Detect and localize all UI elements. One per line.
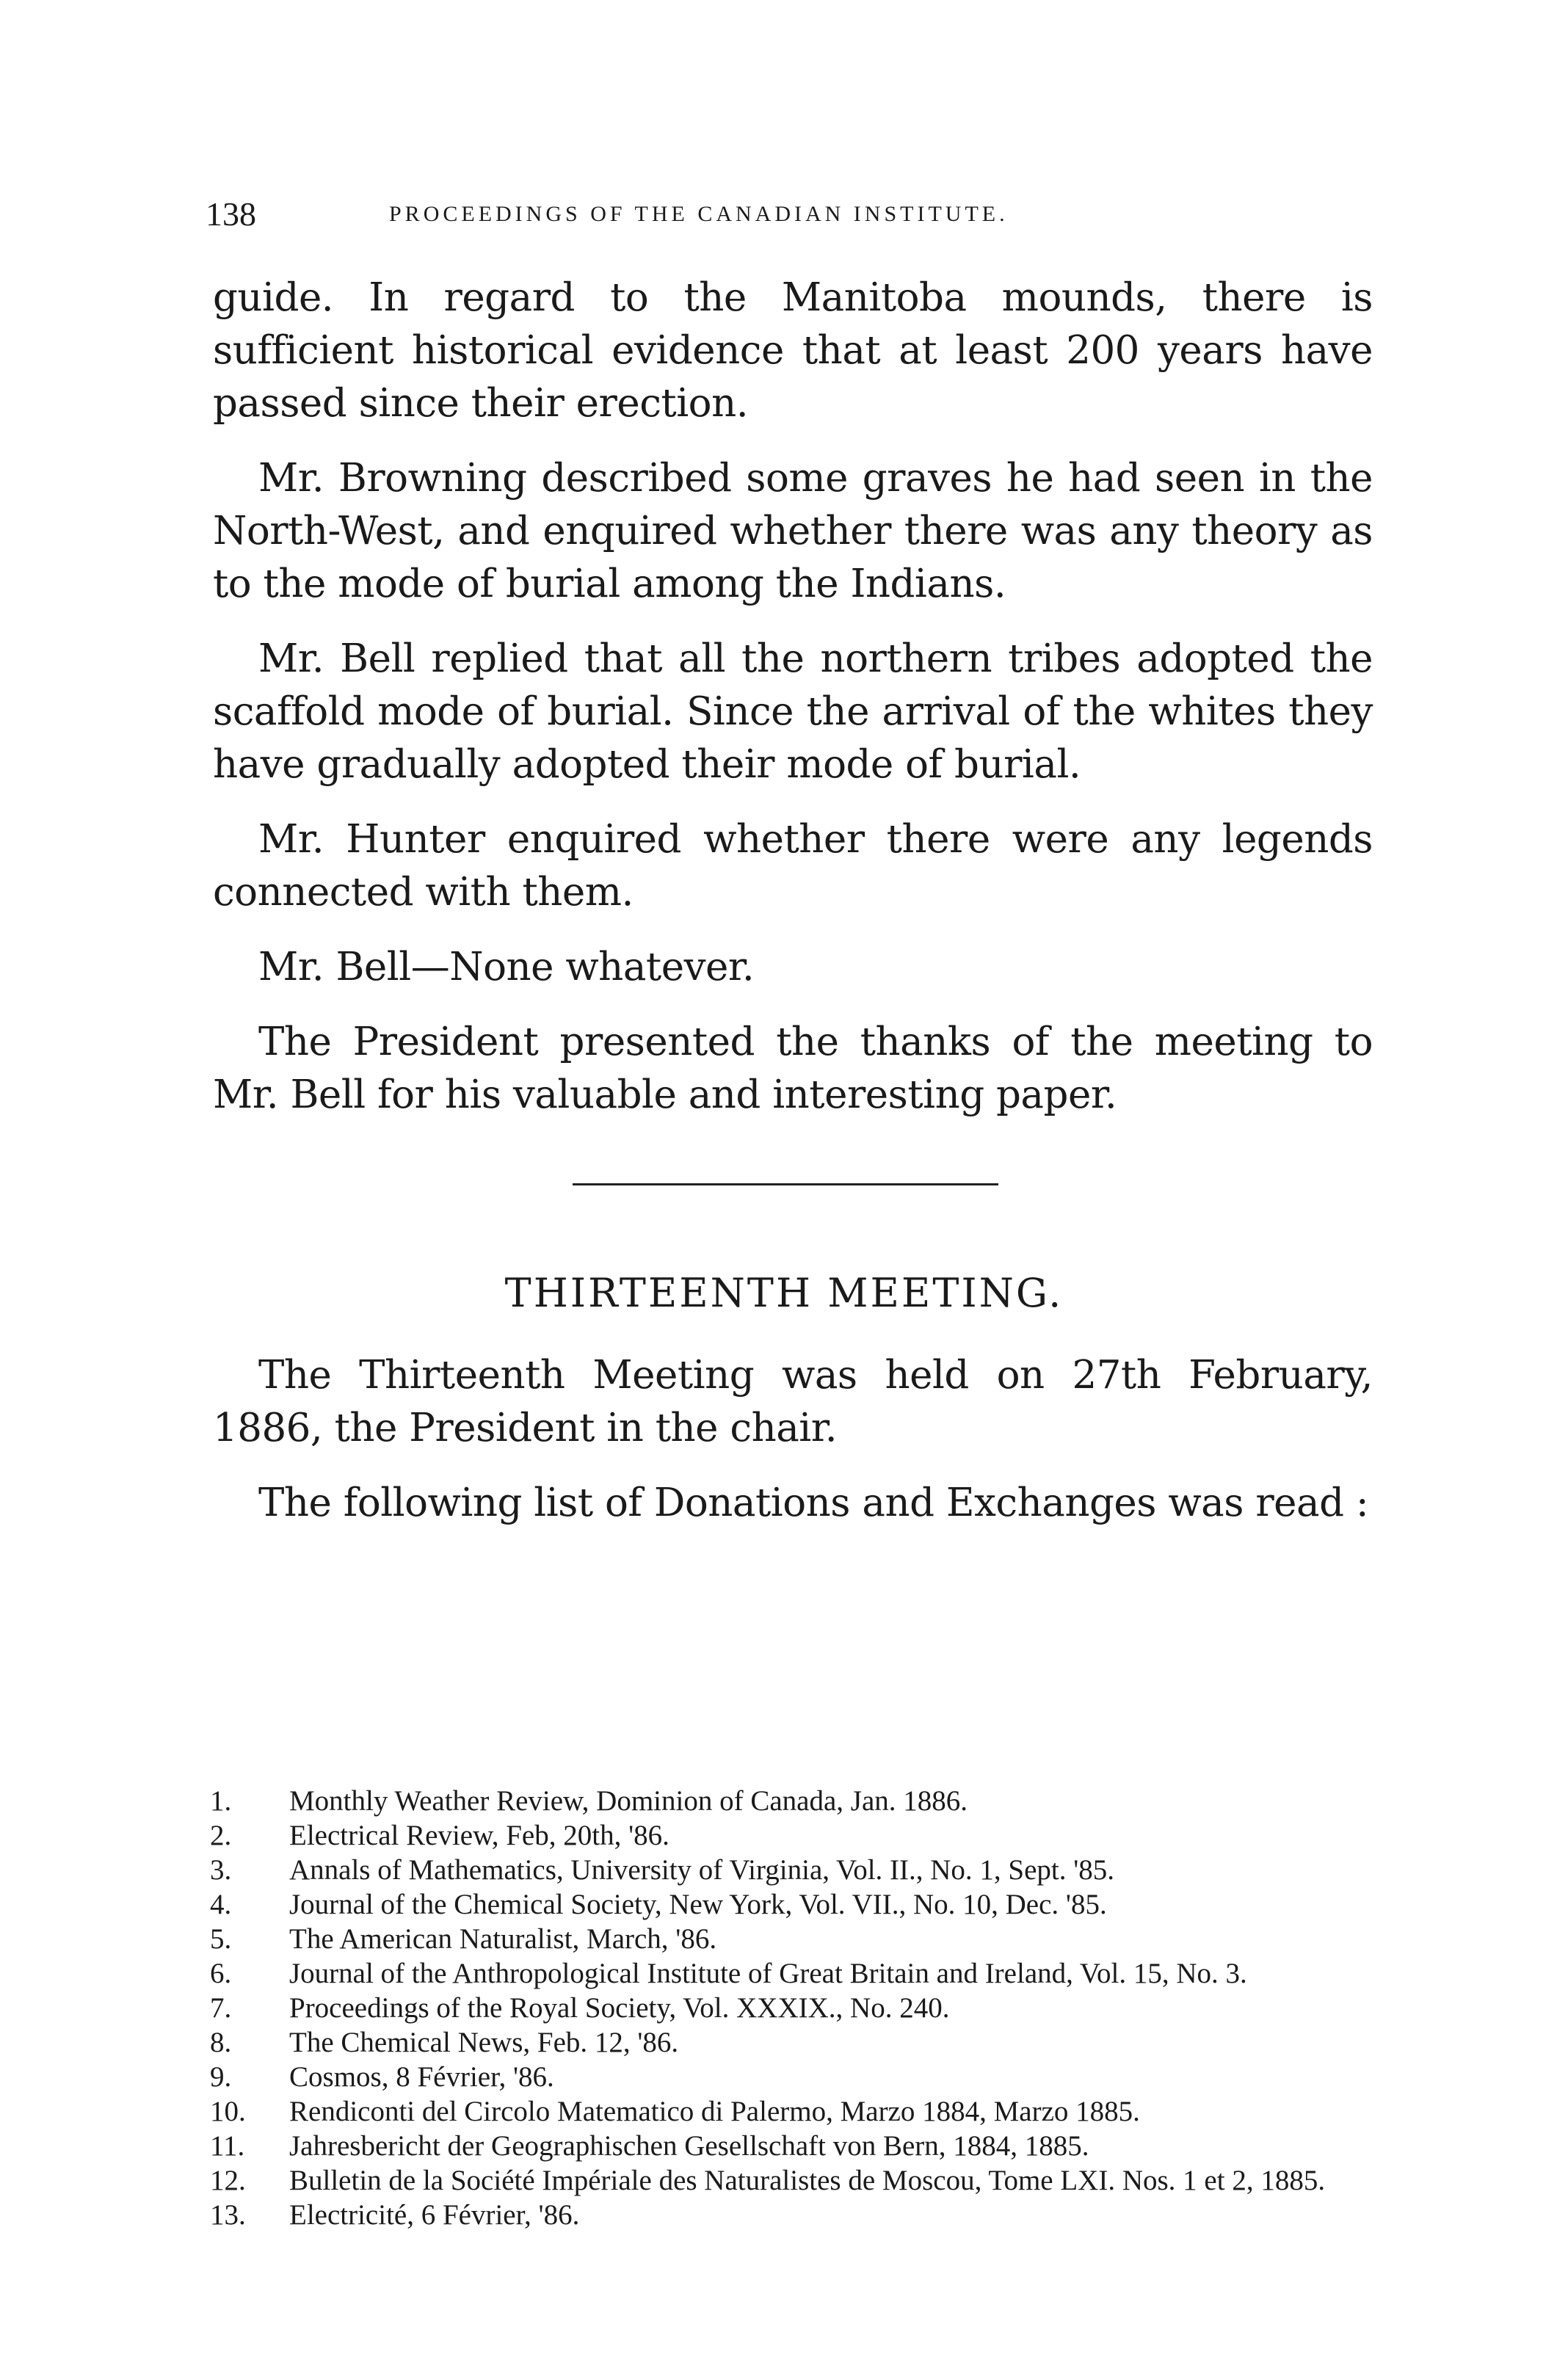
item-text: Annals of Mathematics, University of Virginia, Vol. II., No. 1, Sept. '85. — [289, 1854, 1115, 1886]
section-heading: THIRTEENTH MEETING. — [504, 1270, 1064, 1316]
donations-list — [210, 1784, 1384, 2232]
item-number: 6. — [210, 1958, 232, 1989]
item-number: 1. — [210, 1785, 232, 1817]
list-item — [210, 2094, 1384, 2129]
list-item — [210, 1818, 1384, 1853]
item-number: 12. — [210, 2165, 246, 2196]
item-text: Cosmos, 8 Février, '86. — [289, 2061, 554, 2093]
item-text: Journal of the Anthropological Institute of Great Britain and Ireland, Vol. 15, No. 3. — [289, 1958, 1247, 1989]
list-item — [210, 1853, 1384, 1887]
item-text: Jahresbericht der Geographischen Gesellschaft von Bern, 1884, 1885. — [289, 2130, 1089, 2162]
item-text: Bulletin de la Société Impériale des Naturalistes de Moscou, Tome LXI. Nos. 1 et 2, 1885. — [289, 2165, 1326, 2196]
paragraph: guide. In regard to the Manitoba mounds, there is sufficient historical evidence that at least 200 years have passed since their erection. — [213, 275, 1373, 426]
item-text: Electricité, 6 Février, '86. — [289, 2199, 580, 2231]
section-divider — [573, 1183, 998, 1185]
item-number: 5. — [210, 1923, 232, 1955]
list-item — [210, 2198, 1384, 2232]
item-number: 2. — [210, 1820, 232, 1851]
item-number: 13. — [210, 2199, 246, 2231]
item-number: 11. — [210, 2130, 245, 2162]
list-item — [210, 2025, 1384, 2060]
item-number: 8. — [210, 2027, 232, 2058]
list-item — [210, 1784, 1384, 1818]
item-number: 3. — [210, 1854, 232, 1886]
item-text: Proceedings of the Royal Society, Vol. XXXIX., No. 240. — [289, 1992, 950, 2024]
meeting-text — [213, 1349, 1373, 1552]
item-number: 7. — [210, 1992, 232, 2024]
list-item — [210, 2060, 1384, 2094]
list-item — [210, 1991, 1384, 2025]
item-text: The American Naturalist, March, '86. — [289, 1923, 717, 1955]
list-item — [210, 2129, 1384, 2163]
item-text: Rendiconti del Circolo Matematico di Palermo, Marzo 1884, Marzo 1885. — [289, 2096, 1140, 2127]
page-number: 138 — [206, 195, 256, 233]
paragraph: The President presented the thanks of the meeting to Mr. Bell for his valuable and interesting paper. — [213, 1020, 1373, 1117]
running-head — [206, 192, 1380, 236]
item-text: Journal of the Chemical Society, New York, Vol. VII., No. 10, Dec. '85. — [289, 1889, 1107, 1920]
item-number: 9. — [210, 2061, 232, 2093]
item-text: Electrical Review, Feb, 20th, '86. — [289, 1820, 669, 1851]
running-title: PROCEEDINGS OF THE CANADIAN INSTITUTE. — [389, 202, 1009, 226]
list-item — [210, 1956, 1384, 1991]
body-text — [213, 272, 1373, 1144]
paragraph: Mr. Browning described some graves he had seen in the North-West, and enquired whether there was any theory as to the mode of burial among the Indians. — [213, 456, 1373, 606]
paragraph: Mr. Bell replied that all the northern tribes adopted the scaffold mode of burial. Since the arrival of the whites they have gradually adopted their mode of burial. — [213, 636, 1373, 787]
paragraph: Mr. Bell—None whatever. — [258, 945, 755, 989]
paragraph: The Thirteenth Meeting was held on 27th February, 1886, the President in the chair. — [213, 1353, 1373, 1450]
list-item — [210, 1887, 1384, 1922]
list-item — [210, 2163, 1384, 2198]
list-item — [210, 1922, 1384, 1956]
paragraph: Mr. Hunter enquired whether there were any legends connected with them. — [213, 817, 1373, 915]
item-number: 4. — [210, 1889, 232, 1920]
paragraph: The following list of Donations and Exchanges was read : — [258, 1481, 1369, 1525]
item-text: The Chemical News, Feb. 12, '86. — [289, 2027, 679, 2058]
item-number: 10. — [210, 2096, 246, 2127]
item-text: Monthly Weather Review, Dominion of Canada, Jan. 1886. — [289, 1785, 968, 1817]
